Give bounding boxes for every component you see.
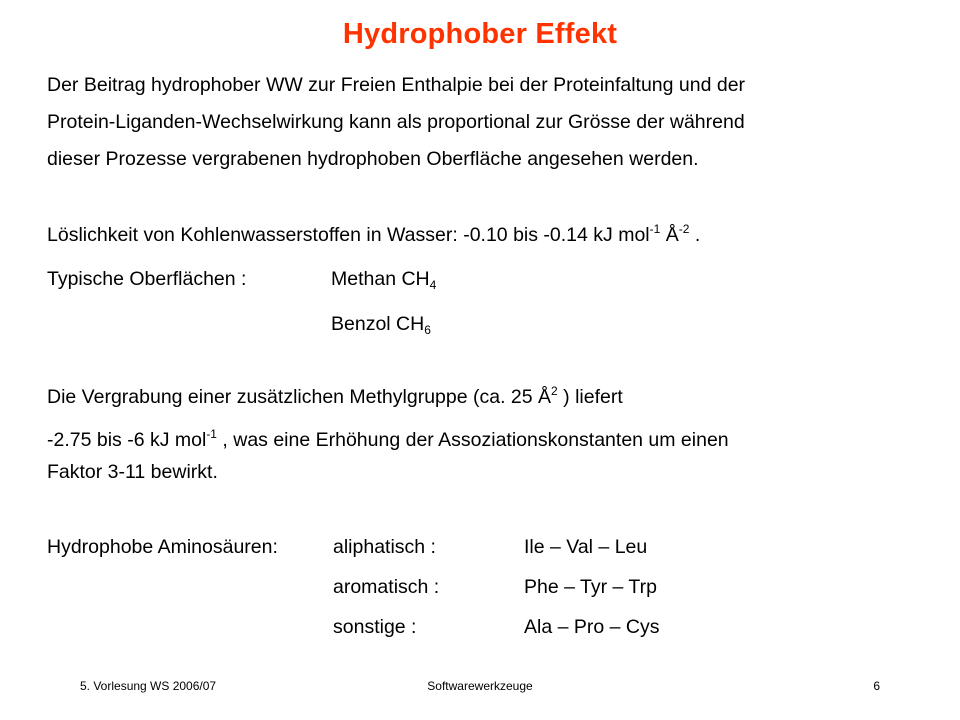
surfaces-label: Typische Oberflächen : <box>47 268 247 290</box>
surface-benzol-text: Benzol CH <box>331 313 425 335</box>
page-title: Hydrophober Effekt <box>342 18 618 50</box>
surface-methan <box>331 268 436 291</box>
solubility-text: Löslichkeit von Kohlenwasserstoffen in Wasser: -0.10 bis -0.14 kJ mol <box>47 224 650 246</box>
amino-residues: Phe – Tyr – Trp <box>524 576 657 598</box>
footer-page-number: 6 <box>873 679 880 693</box>
solubility-exponent-angstrom: -2 <box>678 222 690 236</box>
footer-title: Softwarewerkzeuge <box>427 679 533 693</box>
amino-residues: Ile – Val – Leu <box>524 536 648 558</box>
methyl-line-1-text: Die Vergrabung einer zusätzlichen Methylgruppe (ca. 25 Å <box>47 386 552 408</box>
methyl-line-2 <box>47 429 729 452</box>
surface-methan-text: Methan CH <box>331 268 430 290</box>
methyl-line-2-exponent: -1 <box>206 427 217 441</box>
amino-category: aliphatisch : <box>333 536 436 558</box>
amino-category: sonstige : <box>333 616 417 638</box>
methyl-line-1-tail: ) liefert <box>557 386 623 408</box>
amino-label: Hydrophobe Aminosäuren: <box>47 536 278 558</box>
solubility-line <box>47 224 700 247</box>
surface-benzol <box>331 313 431 336</box>
footer-course: 5. Vorlesung WS 2006/07 <box>80 679 217 693</box>
solubility-exponent-mol: -1 <box>649 222 661 236</box>
paragraph-line-3: dieser Prozesse vergrabenen hydrophoben Oberfläche angesehen werden. <box>47 148 699 170</box>
solubility-tail: . <box>689 224 701 246</box>
methyl-line-2-text: -2.75 bis -6 kJ mol <box>47 429 207 451</box>
solubility-unit: Å <box>660 224 679 246</box>
amino-residues: Ala – Pro – Cys <box>524 616 660 638</box>
amino-category: aromatisch : <box>333 576 440 598</box>
methyl-line-1 <box>47 386 623 409</box>
methyl-line-3: Faktor 3-11 bewirkt. <box>47 461 218 483</box>
surface-benzol-subscript: 6 <box>424 323 431 337</box>
surface-methan-subscript: 4 <box>429 278 437 292</box>
methyl-line-1-exponent: 2 <box>551 384 558 398</box>
paragraph-line-2: Protein-Liganden-Wechselwirkung kann als proportional zur Grösse der während <box>47 111 745 133</box>
methyl-line-2-tail: , was eine Erhöhung der Assoziationskonstanten um einen <box>216 429 729 451</box>
paragraph-line-1: Der Beitrag hydrophober WW zur Freien Enthalpie bei der Proteinfaltung und der <box>47 74 746 96</box>
